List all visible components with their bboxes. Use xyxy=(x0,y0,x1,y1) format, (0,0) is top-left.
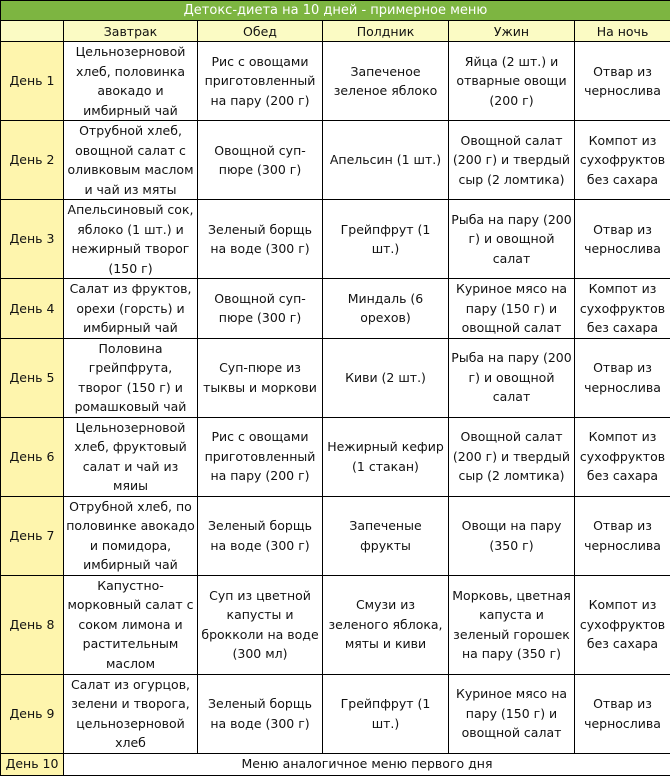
breakfast-cell: Капустно-морковный салат с соком лимона и растительным маслом xyxy=(64,575,198,674)
dinner-cell: Рыба на пару (200 г) и овощной салат xyxy=(449,200,575,279)
day-cell: День 7 xyxy=(1,496,64,575)
table-row xyxy=(1,279,670,339)
breakfast-cell: Цельнозерновой хлеб, половинка авокадо и имбирный чай xyxy=(64,42,198,121)
dinner-cell: Куриное мясо на пару (150 г) и овощной салат xyxy=(449,279,575,339)
table-row xyxy=(1,338,670,417)
lunch-cell: Рис с овощами приготовленный на пару (200 г) xyxy=(198,42,323,121)
header-day xyxy=(1,21,64,42)
snack-cell: Миндаль (6 орехов) xyxy=(323,279,449,339)
day-cell: День 10 xyxy=(1,753,64,775)
dinner-cell: Яйца (2 шт.) и отварные овощи (200 г) xyxy=(449,42,575,121)
lunch-cell: Зеленый борщь на воде (300 г) xyxy=(198,674,323,753)
dinner-cell: Куриное мясо на пару (150 г) и овощной салат xyxy=(449,674,575,753)
table-row-last xyxy=(1,753,670,775)
day-cell: День 3 xyxy=(1,200,64,279)
table-row xyxy=(1,496,670,575)
dinner-cell: Овощной салат (200 г) и твердый сыр (2 ломтика) xyxy=(449,417,575,496)
dinner-cell: Рыба на пару (200 г) и овощной салат xyxy=(449,338,575,417)
header-lunch: Обед xyxy=(198,21,323,42)
lunch-cell: Овощной суп-пюре (300 г) xyxy=(198,279,323,339)
header-row xyxy=(1,21,670,42)
header-snack: Полдник xyxy=(323,21,449,42)
night-cell: Компот из сухофруктов без сахара xyxy=(575,575,670,674)
snack-cell: Киви (2 шт.) xyxy=(323,338,449,417)
lunch-cell: Суп-пюре из тыквы и моркови xyxy=(198,338,323,417)
day-cell: День 2 xyxy=(1,121,64,200)
snack-cell: Грейпфрут (1 шт.) xyxy=(323,200,449,279)
lunch-cell: Зеленый борщь на воде (300 г) xyxy=(198,496,323,575)
night-cell: Отвар из чернослива xyxy=(575,338,670,417)
table-title: Детокс-диета на 10 дней - примерное меню xyxy=(1,1,670,21)
day-cell: День 9 xyxy=(1,674,64,753)
night-cell: Отвар из чернослива xyxy=(575,496,670,575)
breakfast-cell: Цельнозерновой хлеб, фруктовый салат и чай из мяиы xyxy=(64,417,198,496)
breakfast-cell: Апельсиновый сок, яблоко (1 шт.) и нежирный творог (150 г) xyxy=(64,200,198,279)
breakfast-cell: Отрубной хлеб, по половинке авокадо и помидора, имбирный чай xyxy=(64,496,198,575)
lunch-cell: Овощной суп-пюре (300 г) xyxy=(198,121,323,200)
day-cell: День 8 xyxy=(1,575,64,674)
table-row xyxy=(1,674,670,753)
header-dinner: Ужин xyxy=(449,21,575,42)
table-row xyxy=(1,575,670,674)
breakfast-cell: Салат из фруктов, орехи (горсть) и имбирный чай xyxy=(64,279,198,339)
night-cell: Компот из сухофруктов без сахара xyxy=(575,279,670,339)
same-as-day-one-note: Меню аналогичное меню первого дня xyxy=(64,753,670,775)
dinner-cell: Морковь, цветная капуста и зеленый горошек на пару (350 г) xyxy=(449,575,575,674)
dinner-cell: Овощной салат (200 г) и твердый сыр (2 ломтика) xyxy=(449,121,575,200)
table-row xyxy=(1,42,670,121)
night-cell: Компот из сухофруктов без сахара xyxy=(575,121,670,200)
breakfast-cell: Салат из огурцов, зелени и творога, цельнозерновой хлеб xyxy=(64,674,198,753)
lunch-cell: Суп из цветной капусты и брокколи на воде (300 мл) xyxy=(198,575,323,674)
lunch-cell: Рис с овощами приготовленный на пару (200 г) xyxy=(198,417,323,496)
snack-cell: Нежирный кефир (1 стакан) xyxy=(323,417,449,496)
snack-cell: Запеченые фрукты xyxy=(323,496,449,575)
snack-cell: Апельсин (1 шт.) xyxy=(323,121,449,200)
header-breakfast: Завтрак xyxy=(64,21,198,42)
night-cell: Компот из сухофруктов без сахара xyxy=(575,417,670,496)
night-cell: Отвар из чернослива xyxy=(575,42,670,121)
night-cell: Отвар из чернослива xyxy=(575,200,670,279)
table-row xyxy=(1,121,670,200)
day-cell: День 5 xyxy=(1,338,64,417)
night-cell: Отвар из чернослива xyxy=(575,674,670,753)
table-row xyxy=(1,200,670,279)
day-cell: День 1 xyxy=(1,42,64,121)
day-cell: День 4 xyxy=(1,279,64,339)
breakfast-cell: Половина грейпфрута, творог (150 г) и ромашковый чай xyxy=(64,338,198,417)
table-row xyxy=(1,417,670,496)
day-cell: День 6 xyxy=(1,417,64,496)
snack-cell: Запеченое зеленое яблоко xyxy=(323,42,449,121)
lunch-cell: Зеленый борщь на воде (300 г) xyxy=(198,200,323,279)
breakfast-cell: Отрубной хлеб, овощной салат с оливковым маслом и чай из мяты xyxy=(64,121,198,200)
dinner-cell: Овощи на пару (350 г) xyxy=(449,496,575,575)
header-night: На ночь xyxy=(575,21,670,42)
snack-cell: Грейпфрут (1 шт.) xyxy=(323,674,449,753)
snack-cell: Смузи из зеленого яблока, мяты и киви xyxy=(323,575,449,674)
